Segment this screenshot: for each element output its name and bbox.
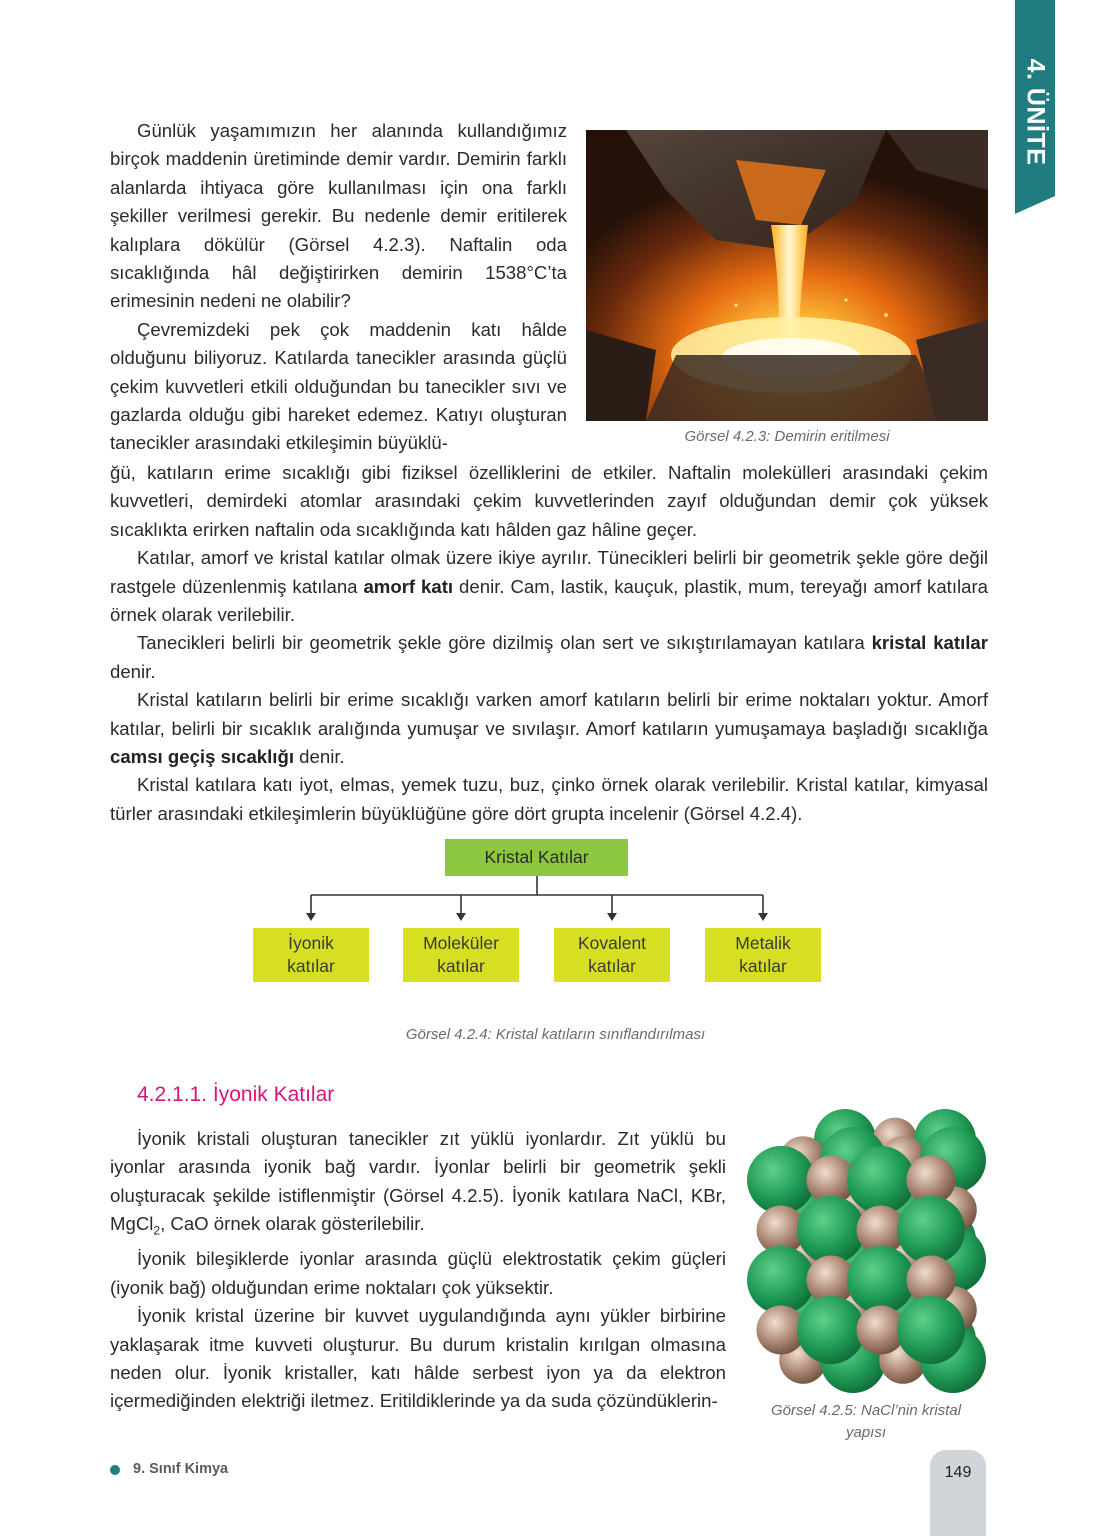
- chloride-sphere: [897, 1196, 965, 1264]
- chloride-sphere: [847, 1146, 915, 1214]
- unit-label: 4. ÜNİTE: [1021, 58, 1050, 166]
- iron-photo-caption: Görsel 4.2.3: Demirin eritilmesi: [684, 428, 890, 445]
- section-column: [110, 1125, 726, 1416]
- paragraph-ionic-brittle: İyonik kristal üzerine bir kuvvet uygulandığında aynı yükler birbirine yaklaşarak itme kuvveti oluşturur. Bu durum kristalin kırılgan olmasına neden olur. İyonik kristaller, katı hâlde serbest iyon ya da elektron içermediğinden elektriği iletmez. Eritildiklerinde ya da suda çözündüklerin-: [110, 1305, 726, 1412]
- term-camsi: camsı geçiş sıcaklığı: [110, 746, 294, 768]
- diagram-box-iyonik: İyonik katılar: [253, 928, 369, 982]
- footer-dot: [110, 1465, 120, 1475]
- footer-book-title: 9. Sınıf Kimya: [133, 1461, 229, 1477]
- nacl-crystal-illustration: [745, 1105, 990, 1398]
- paragraph-ionic-intro: İyonik kristali oluşturan tanecikler zıt yüklü iyonlardır. Zıt yüklü bu iyonlar arasında iyonik bağ vardır. İyonlar belirli bir geometrik şekli oluşturacak şekilde istiflenmiştir (Görsel 4.2.5). İyonik katılara NaCl, KBr, MgCl$_2$, CaO örnek olarak gösterilebilir.: [110, 1128, 726, 1238]
- paragraph-amorph: Katılar, amorf ve kristal katılar olmak üzere ikiye ayrılır. Tünecikleri belirli bir geometrik şekle göre değil rastgele düzenlenmiş katılana amorf katı denir. Cam, lastik, kauçuk, plastik, mum, tereyağı amorf katılara örnek olarak verilebilir.: [110, 547, 989, 626]
- chloride-sphere: [847, 1246, 915, 1314]
- term-amorf: amorf katı: [363, 575, 454, 597]
- page-number-tab: [930, 1450, 986, 1536]
- diagram-box-kovalent: Kovalent katılar: [554, 928, 670, 982]
- page-number: 149: [944, 1464, 972, 1481]
- paragraph-solids-b: ğü, katıların erime sıcaklığı gibi fiziksel özelliklerini de etkiler. Naftalin molekülleri arasındaki çekim kuvvetleri, demirdeki atomlar arasındaki çekim kuvvetlerinden zayıf olduğundan demir çok yüksek sıcaklıkta erirken naftalin oda sıcaklığında katı hâlden gaz hâline geçer.: [110, 462, 988, 540]
- chloride-sphere: [797, 1296, 865, 1364]
- term-kristal: kristal katılar: [871, 632, 989, 654]
- nacl-caption: Görsel 4.2.5: NaCl’nin kristal yapısı: [770, 1402, 962, 1441]
- paragraph-examples: Kristal katılara katı iyot, elmas, yemek tuzu, buz, çinko örnek olarak verilebilir. Kristal katılar, kimyasal türler arasındaki etkileşimlerin büyüklüğüne göre dört grupta incelenir (Görsel 4.2.4).: [110, 774, 988, 824]
- paragraph-glass: Kristal katıların belirli bir erime sıcaklığı varken amorf katıların belirli bir erime noktaları yoktur. Amorf katılar, belirli bir sıcaklık aralığında yumuşar ve sıvılaşır. Amorf katıların yumuşamaya başladığı sıcaklığa camsı geçiş sıcaklığı denir.: [110, 689, 988, 768]
- paragraph-crystal: Tanecikleri belirli bir geometrik şekle göre dizilmiş olan sert ve sıkıştırılamayan katılara kristal katılar denir.: [110, 632, 989, 682]
- paragraph-intro: Günlük yaşamımızın her alanında kullandığımız birçok maddenin üretiminde demir vardır. Demirin farklı alanlarda ihtiyaca göre kullanılması için ona farklı şekiller verilmesi gerekir. Bu nedenle demir eritilerek kalıplara dökülür (Görsel 4.2.3). Naftalin oda sıcaklığında hâl değiştirirken demirin 1538°C’ta erimesinin nedeni ne olabilir?: [110, 120, 567, 312]
- diagram-root-box: Kristal Katılar: [445, 839, 628, 876]
- diagram-caption: Görsel 4.2.4: Kristal katıların sınıflandırılması: [405, 1026, 706, 1043]
- section-heading: 4.2.1.1. İyonik Katılar: [137, 1083, 335, 1106]
- paragraph-solids-a: Çevremizdeki pek çok maddenin katı hâlde olduğunu biliyoruz. Katılarda tanecikler arasında güçlü çekim kuvvetleri etkili olduğundan bu tanecikler sıvı ve gazlarda olduğu gibi hareket edemez. Katıyı oluşturan tanecikler arasındaki etkileşimin büyüklü-: [110, 318, 567, 454]
- chloride-sphere: [797, 1196, 865, 1264]
- chloride-sphere: [747, 1146, 815, 1214]
- diagram-box-metalik: Metalik katılar: [705, 928, 821, 982]
- diagram-box-molekuler: Moleküler katılar: [403, 928, 519, 982]
- chloride-sphere: [747, 1246, 815, 1314]
- chloride-sphere: [897, 1296, 965, 1364]
- paragraph-ionic-melting: İyonik bileşiklerde iyonlar arasında güçlü elektrostatik çekim güçleri (iyonik bağ) olduğundan erime noktaları çok yüksektir.: [110, 1248, 726, 1298]
